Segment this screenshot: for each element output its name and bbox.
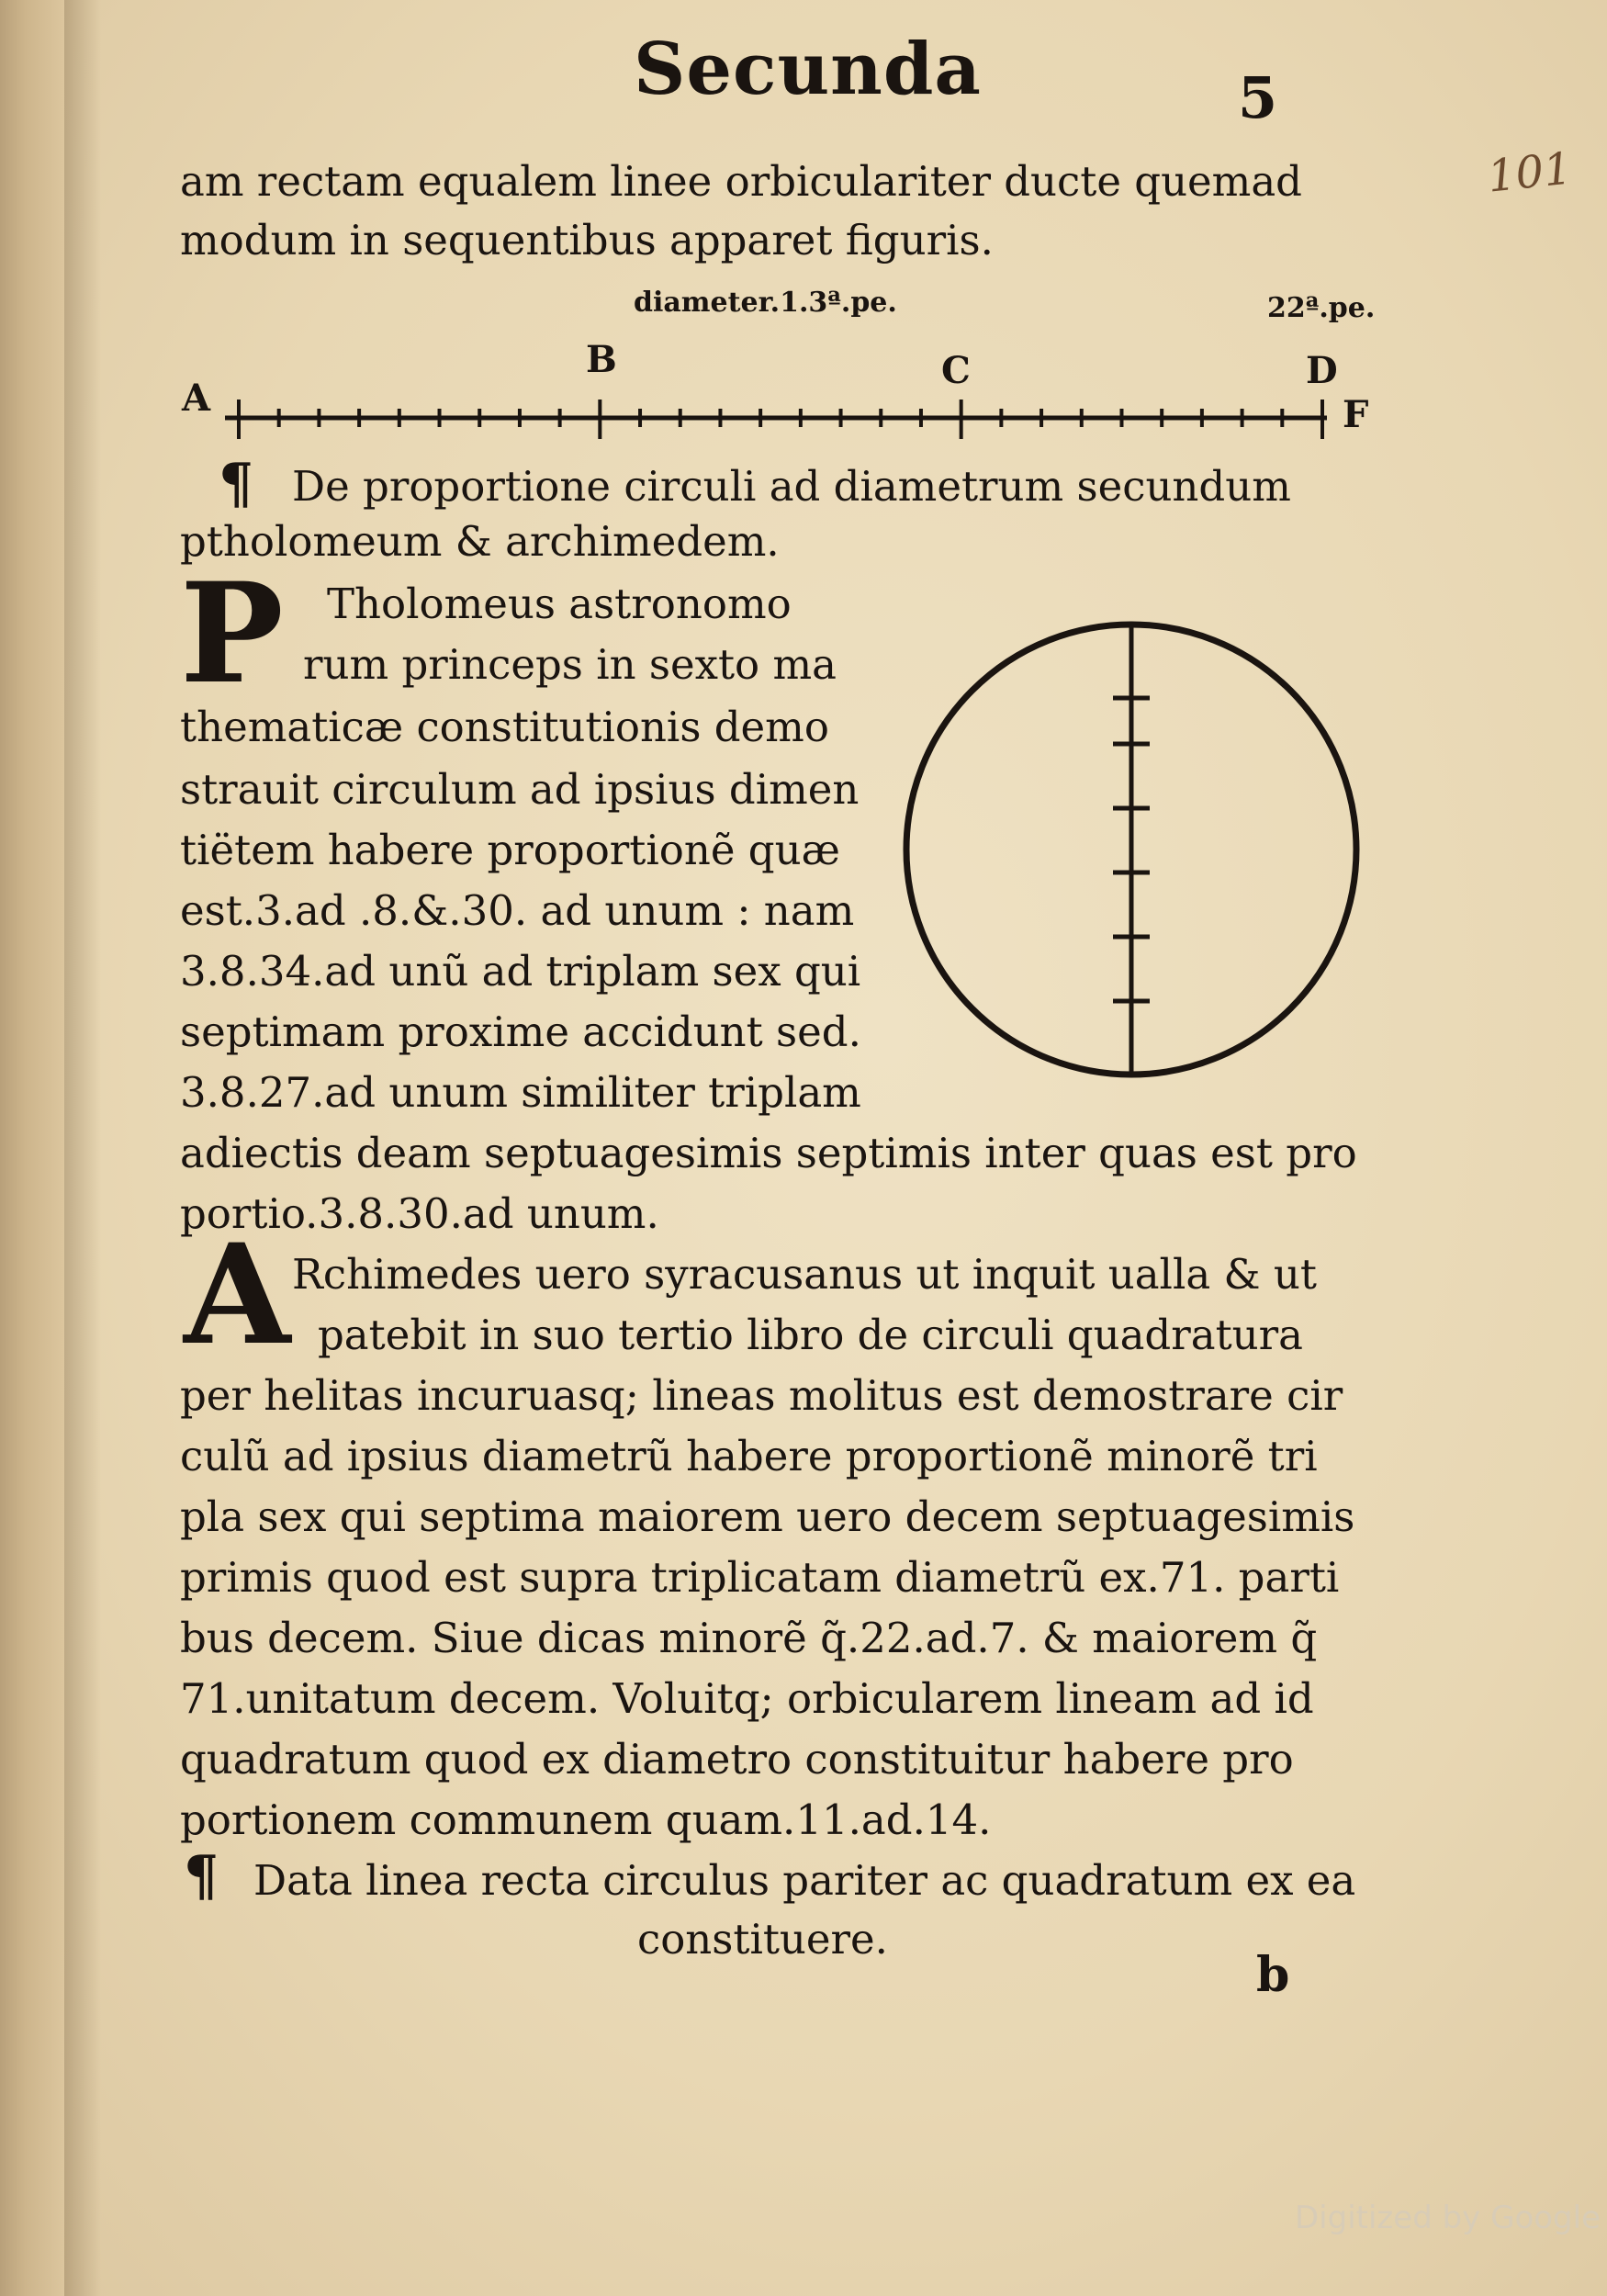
text-line: thematicæ constitutionis demo [180, 703, 829, 751]
digitization-watermark: Digitized by Google [1295, 2200, 1601, 2236]
text-line: 71.unitatum decem. Voluitq; orbicularem lineam ad id [180, 1674, 1314, 1723]
text-line: pla sex qui septima maiorem uero decem septuagesimis [180, 1492, 1355, 1541]
text-line: 3.8.34.ad unũ ad triplam sex qui [180, 947, 861, 996]
scale-caption-right: 22ª.pe. [1267, 292, 1376, 324]
paragraph-mark: ¶ [184, 1844, 219, 1908]
text-line: constituere. [637, 1915, 888, 1964]
scale-caption-left: diameter.1.3ª.pe. [634, 287, 897, 319]
text-line: culũ ad ipsius diametrũ habere proportionẽ minorẽ tri [180, 1432, 1318, 1480]
point-label-f: F [1343, 393, 1369, 436]
text-line: Data linea recta circulus pariter ac quadratum ex ea [253, 1856, 1356, 1905]
text-line: Tholomeus astronomo [327, 580, 792, 628]
decorated-initial-a: A [184, 1214, 291, 1376]
point-label-d: D [1306, 349, 1338, 392]
folio-number: 5 [1238, 64, 1278, 131]
text-line: Rchimedes uero syracusanus ut inquit ualla & ut [292, 1250, 1317, 1299]
text-line: primis quod est supra triplicatam diametrũ ex.71. parti [180, 1553, 1340, 1602]
text-line: patebit in suo tertio libro de circuli quadratura [318, 1311, 1303, 1359]
section-heading-line: De proportione circuli ad diametrum secundum [292, 462, 1291, 511]
text-line: tiëtem habere proportionẽ quæ [180, 826, 840, 874]
text-line: quadratum quod ex diametro constituitur habere pro [180, 1735, 1294, 1784]
signature-mark: b [1256, 1947, 1290, 2003]
text-line: am rectam equalem linee orbiculariter ducte quemad [180, 157, 1302, 206]
text-line: adiectis deam septuagesimis septimis inter quas est pro [180, 1129, 1357, 1177]
text-line: strauit circulum ad ipsius dimen [180, 765, 860, 814]
text-line: portionem communem quam.11.ad.14. [180, 1795, 992, 1844]
point-label-c: C [941, 349, 971, 392]
point-label-a: A [182, 377, 211, 420]
decorated-initial-p: P [180, 553, 284, 715]
text-line: per helitas incuruasq; lineas molitus est demostrare cir [180, 1371, 1343, 1420]
text-line: septimam proxime accidunt sed. [180, 1007, 861, 1056]
text-line: 3.8.27.ad unum similiter triplam [180, 1068, 861, 1117]
handwritten-page-number: 101 [1485, 142, 1575, 203]
text-line: bus decem. Siue dicas minorẽ q̃.22.ad.7. & maiorem q̃ [180, 1614, 1318, 1662]
section-heading-line: ptholomeum & archimedem. [180, 517, 780, 566]
text-line: rum princeps in sexto ma [303, 640, 837, 689]
text-line: est.3.ad .8.&.30. ad unum : nam [180, 886, 855, 935]
text-line: modum in sequentibus apparet figuris. [180, 216, 994, 264]
running-head: Secunda [634, 28, 982, 111]
text-line: portio.3.8.30.ad unum. [180, 1189, 659, 1238]
point-label-b: B [586, 338, 617, 381]
paragraph-mark: ¶ [219, 452, 254, 516]
